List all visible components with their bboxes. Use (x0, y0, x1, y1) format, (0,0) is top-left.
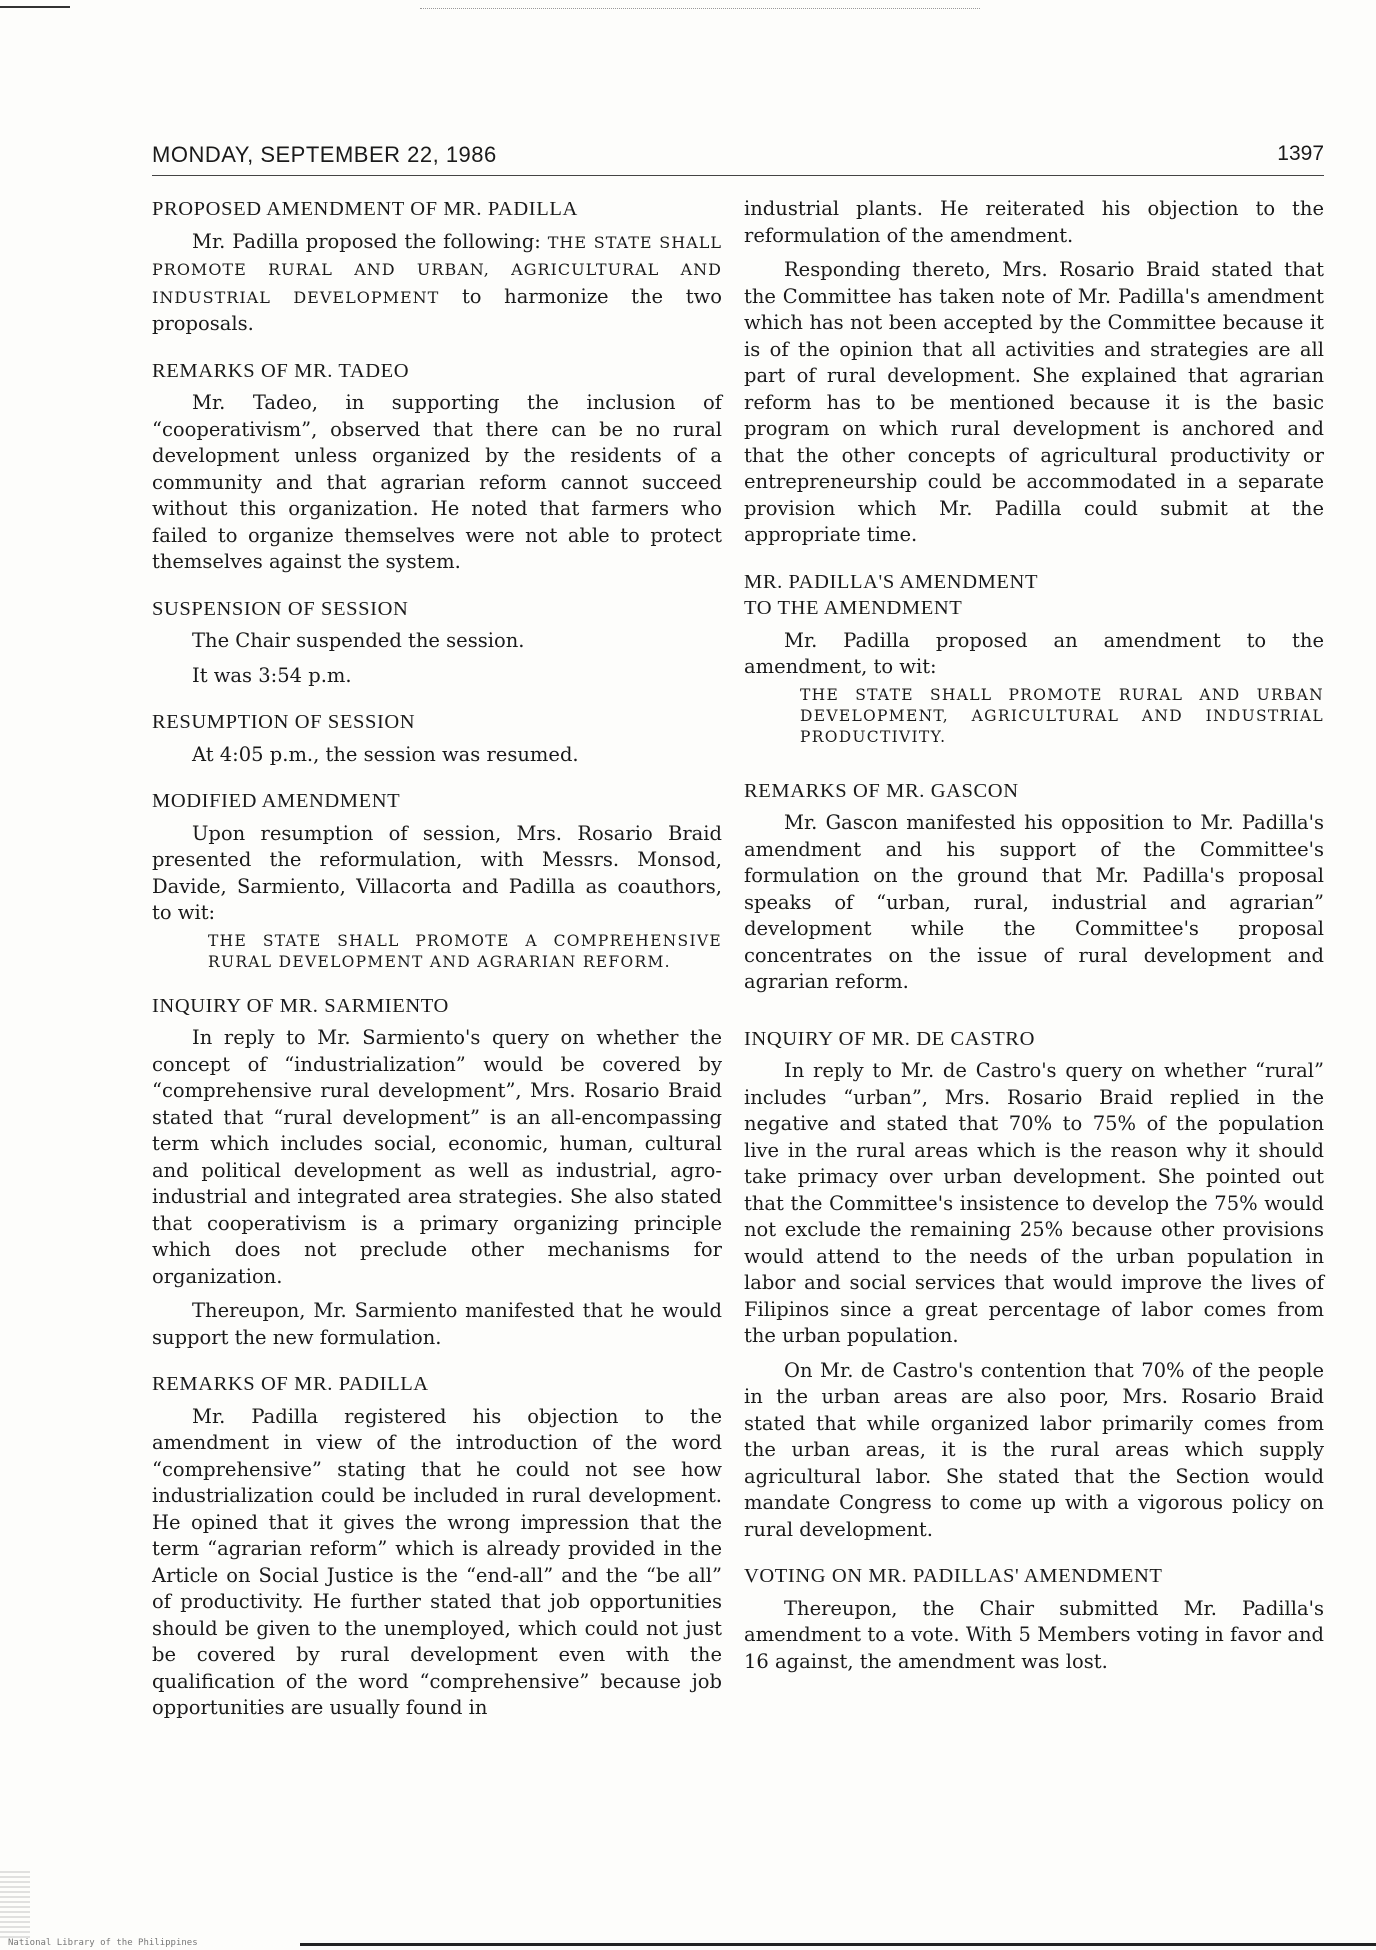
section-heading: REMARKS OF MR. TADEO (152, 359, 410, 382)
paragraph: In reply to Mr. de Castro's query on whether “rural” includes “urban”, Mrs. Rosario Braid replied in the negative and stated that 70% to 75% of the population live in the rural areas which is the reason why it should take primacy over urban development. She pointed out that the Committee's insistence to develop the 75% would not exclude the remaining 25% because other provisions would attend to the needs of the urban population in labor and social services that would improve the lives of Filipinos since a great percentage of labor comes from the urban population. (744, 1059, 1324, 1347)
section-heading: RESUMPTION OF SESSION (152, 711, 416, 733)
paragraph-text: Mr. Padilla proposed the following: (192, 229, 548, 253)
paragraph: At 4:05 p.m., the session was resumed. (192, 742, 579, 766)
paragraph (152, 229, 722, 338)
footer-text: National Library of the Philippines (8, 1938, 198, 1948)
amendment-text: THE STATE SHALL PROMOTE RURAL AND URBAN, AGRICULTURAL AND INDUSTRIAL DEVELOPMENT (152, 232, 723, 307)
scan-edge-mark (0, 6, 70, 8)
paragraph: Upon resumption of session, Mrs. Rosario Braid presented the reformulation, with Messrs. Monsod, Davide, Sarmiento, Villacorta and Padilla as coauthors, to wit: (152, 821, 722, 924)
paragraph-text: to harmonize the two proposals. (152, 284, 722, 335)
paragraph-continued: industrial plants. He reiterated his objection to the reformulation of the amendment. (744, 197, 1324, 247)
paragraph: Mr. Gascon manifested his opposition to Mr. Padilla's amendment and his support of the Committee's formulation on the ground that Mr. Padilla's proposal speaks of “urban, rural, industrial and agrarian” development while the Committee's proposal concentrates on the issue of rural development and agrarian reform. (744, 811, 1324, 993)
section-heading: MODIFIED AMENDMENT (152, 790, 401, 812)
bottom-rule (300, 1943, 1376, 1946)
scan-noise (420, 8, 980, 9)
amendment-quote: THE STATE SHALL PROMOTE A COMPREHENSIVE RURAL DEVELOPMENT AND AGRARIAN REFORM. (208, 931, 722, 971)
scan-artifact (0, 1868, 30, 1938)
amendment-quote: THE STATE SHALL PROMOTE RURAL AND URBAN DEVELOPMENT, AGRICULTURAL AND INDUSTRIAL PRODUCTIVITY. (800, 685, 1324, 746)
page-header (152, 142, 1324, 172)
paragraph: In reply to Mr. Sarmiento's query on whether the concept of “industrialization” would be covered by “comprehensive rural development”, Mrs. Rosario Braid stated that “rural development” is an all-encompassing term which includes social, economic, human, cultural and political development as well as industrial, agro-industrial and integrated area strategies. She also stated that cooperativism is a primary organizing principle which does not preclude other mechanisms for organization. (152, 1026, 722, 1288)
paragraph: Thereupon, the Chair submitted Mr. Padilla's amendment to a vote. With 5 Members voting in favor and 16 against, the amendment was lost. (744, 1596, 1324, 1673)
section-heading: PROPOSED AMENDMENT OF MR. PADILLA (152, 198, 578, 220)
paragraph: On Mr. de Castro's contention that 70% of the people in the urban areas are also poor, Mrs. Rosario Braid stated that while organized labor primarily comes from the urban areas, it is the rural areas which supply agricultural labor. She stated that the Section would mandate Congress to come up with a vigorous policy on rural development. (744, 1358, 1324, 1541)
section-heading: REMARKS OF MR. GASCON (744, 779, 1019, 802)
page-number: 1397 (1277, 142, 1324, 165)
section-heading: TO THE AMENDMENT (744, 597, 963, 619)
paragraph: Mr. Tadeo, in supporting the inclusion of “cooperativism”, observed that there can be no rural development unless organized by the residents of a community and that agrarian reform cannot succeed without this organization. He noted that farmers who failed to organize themselves were not able to protect themselves against the system. (152, 391, 722, 573)
paragraph: It was 3:54 p.m. (192, 663, 352, 687)
paragraph: Mr. Padilla registered his objection to the amendment in view of the introduction of the word “comprehensive” stating that he could not see how industrialization could be included in rural development. He opined that it gives the wrong impression that the term “agrarian reform” which is already provided in the Article on Social Justice is the “end-all” and the “be all” of productivity. He further stated that job opportunities should be given to the unemployed, which could not just be covered by rural development even with the qualification of the word “comprehensive” because job opportunities are usually found in (152, 1404, 722, 1719)
section-heading: MR. PADILLA'S AMENDMENT (744, 570, 1039, 593)
paragraph: The Chair suspended the session. (192, 629, 525, 652)
section-heading: SUSPENSION OF SESSION (152, 597, 409, 620)
paragraph: Mr. Padilla proposed an amendment to the amendment, to wit: (744, 628, 1324, 678)
page-date: MONDAY, SEPTEMBER 22, 1986 (152, 142, 497, 167)
left-column (152, 196, 722, 1722)
section-heading: INQUIRY OF MR. DE CASTRO (744, 1027, 1035, 1050)
paragraph: Responding thereto, Mrs. Rosario Braid stated that the Committee has taken note of Mr. Padilla's amendment which has not been accepted by the Committee because it is of the opinion that all activities and strategies are all part of rural development. She explained that agrarian reform has to be mentioned because it is the basic program on which rural development is anchored and that the other concepts of agricultural productivity or entrepreneurship could be accommodated in a separate provision which Mr. Padilla could submit at the appropriate time. (744, 258, 1324, 546)
paragraph: Thereupon, Mr. Sarmiento manifested that he would support the new formulation. (152, 1299, 722, 1349)
section-heading: REMARKS OF MR. PADILLA (152, 1373, 429, 1395)
section-heading: VOTING ON MR. PADILLAS' AMENDMENT (744, 1565, 1163, 1587)
right-column (744, 196, 1324, 1675)
header-rule (152, 175, 1324, 176)
section-heading: INQUIRY OF MR. SARMIENTO (152, 994, 449, 1017)
